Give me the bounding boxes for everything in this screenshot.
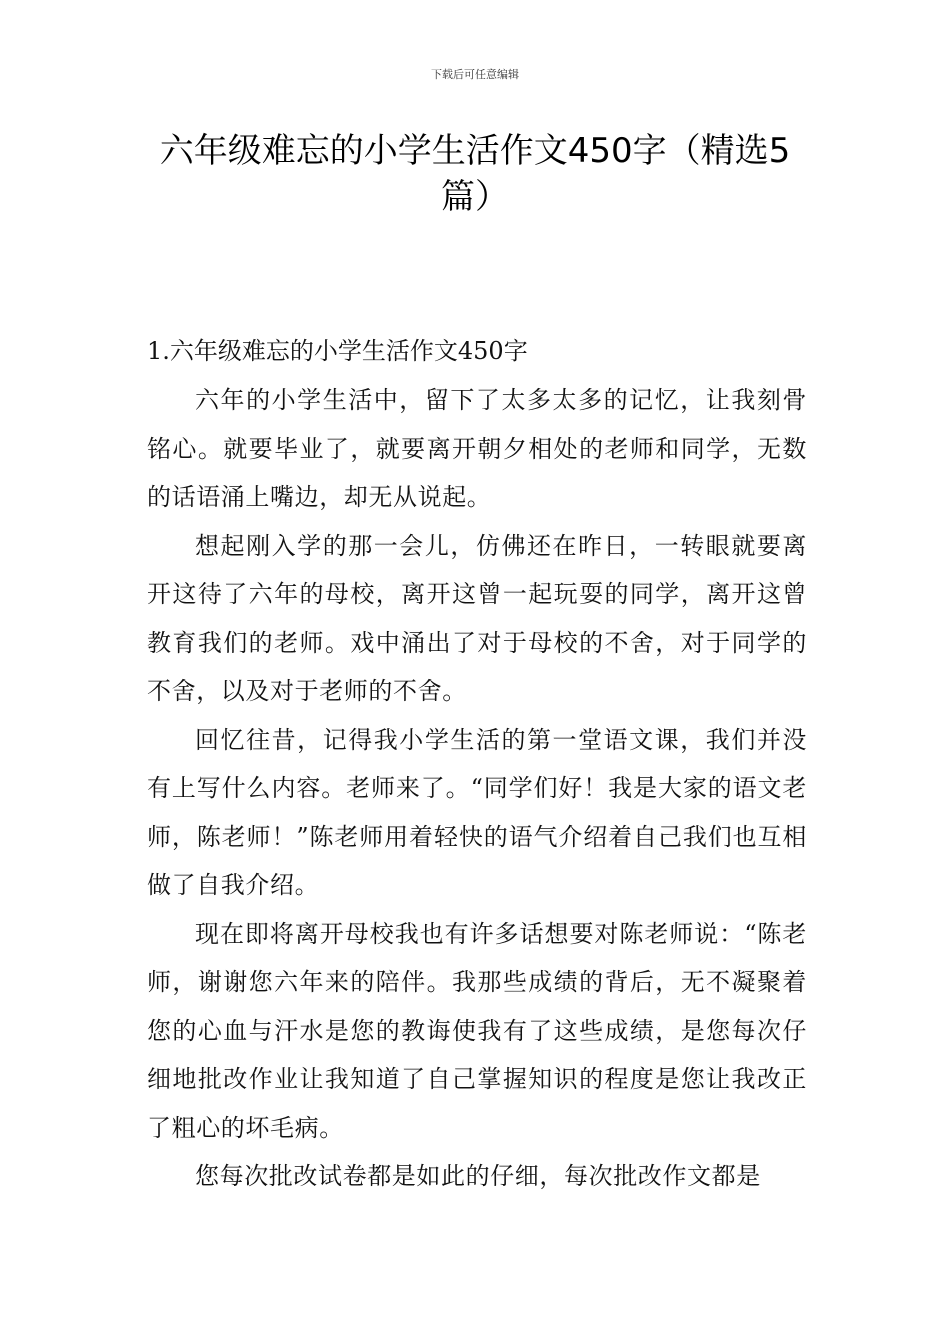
paragraph-3: 回忆往昔，记得我小学生活的第一堂语文课，我们并没有上写什么内容。老师来了。“同学们好！我是大家的语文老师，陈老师！”陈老师用着轻快的语气介绍着自己我们也互相做了自我介绍。 [147, 725, 807, 899]
header-note: 下载后可任意编辑 [431, 68, 519, 81]
document-body [147, 326, 807, 1201]
paragraph-4: 现在即将离开母校我也有许多话想要对陈老师说：“陈老师，谢谢您六年来的陪伴。我那些成绩的背后，无不凝聚着您的心血与汗水是您的教诲使我有了这些成绩，是您每次仔细地批改作业让我知道了自己掌握知识的程度是您让我改正了粗心的坏毛病。 [147, 919, 807, 1142]
paragraph-2: 想起刚入学的那一会儿，仿佛还在昨日，一转眼就要离开这待了六年的母校，离开这曾一起玩耍的同学，离开这曾教育我们的老师。戏中涌出了对于母校的不舍，对于同学的不舍，以及对于老师的不舍。 [147, 531, 807, 705]
paragraph-1: 六年的小学生活中，留下了太多太多的记忆，让我刻骨铭心。就要毕业了，就要离开朝夕相处的老师和同学，无数的话语涌上嘴边，却无从说起。 [147, 386, 807, 511]
section-heading: 1.六年级难忘的小学生活作文450字 [147, 337, 528, 365]
document-title: 六年级难忘的小学生活作文450字（精选5篇） [159, 131, 791, 217]
paragraph-5: 您每次批改试卷都是如此的仔细，每次批改作文都是 [195, 1162, 761, 1190]
